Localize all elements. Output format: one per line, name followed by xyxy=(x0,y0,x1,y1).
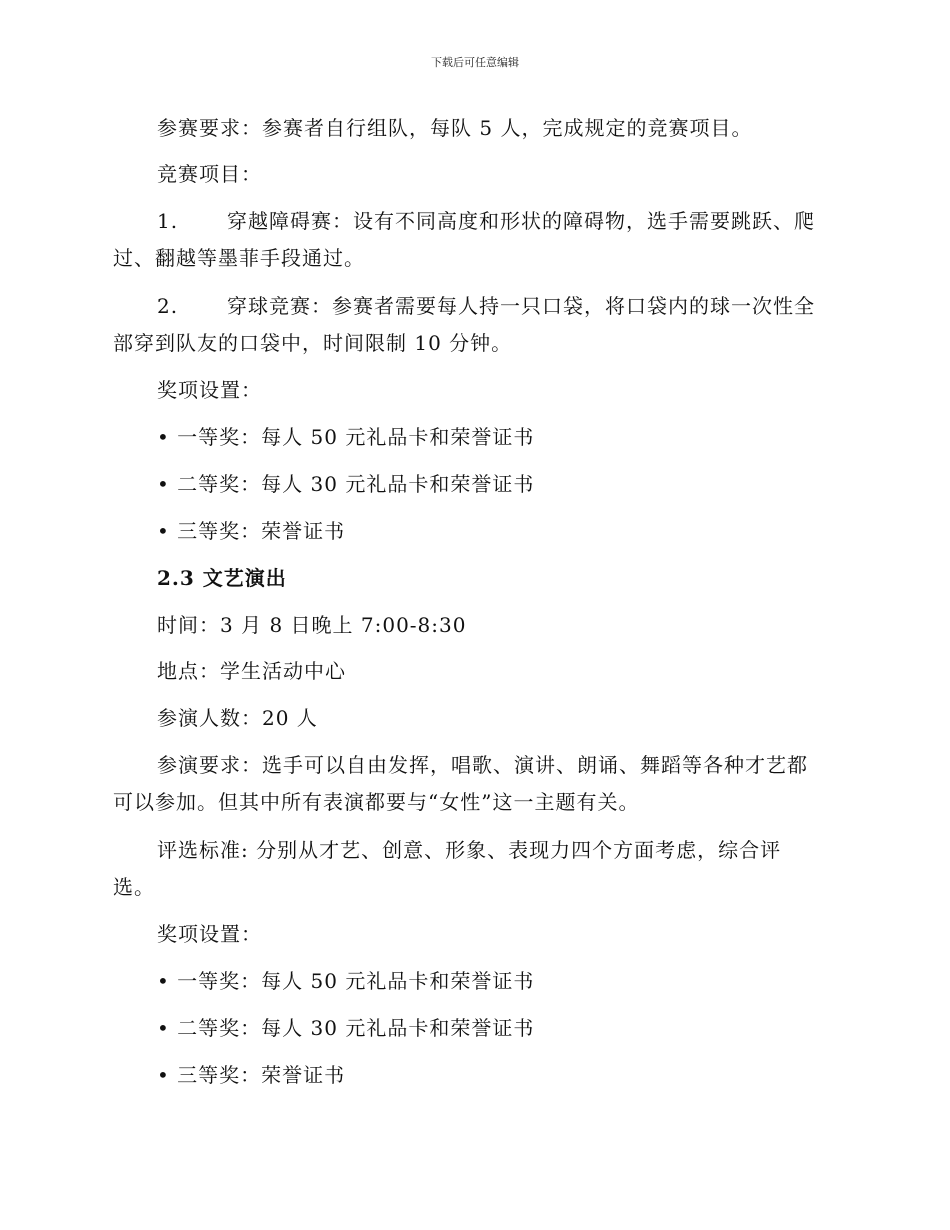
show-count: 参演人数：20 人 xyxy=(157,706,318,730)
race-item-1-number: 1. xyxy=(157,209,179,233)
race-awards-title: 奖项设置： xyxy=(157,378,262,402)
race-award-third: • 三等奖：荣誉证书 xyxy=(157,519,346,543)
section-heading-performance: 2.3 文艺演出 xyxy=(157,566,287,590)
page-header: 下载后可任意编辑 xyxy=(431,56,519,69)
race-item-1-text: 穿越障碍赛：设有不同高度和形状的障碍物，选手需要跳跃、爬 xyxy=(227,209,815,233)
show-award-first: • 一等奖：每人 50 元礼品卡和荣誉证书 xyxy=(157,969,535,993)
race-item-2-number: 2. xyxy=(157,294,179,318)
race-item-2-text: 穿球竞赛：参赛者需要每人持一只口袋，将口袋内的球一次性全 xyxy=(227,294,815,318)
race-award-first: • 一等奖：每人 50 元礼品卡和荣誉证书 xyxy=(157,425,535,449)
race-requirement: 参赛要求：参赛者自行组队，每队 5 人，完成规定的竞赛项目。 xyxy=(157,116,753,140)
show-award-third: • 三等奖：荣誉证书 xyxy=(157,1063,346,1087)
show-requirement: 参演要求：选手可以自由发挥，唱歌、演讲、朗诵、舞蹈等各种才艺都 xyxy=(157,753,808,777)
show-awards-title: 奖项设置： xyxy=(157,922,262,946)
race-item-2-continuation: 部穿到队友的口袋中，时间限制 10 分钟。 xyxy=(113,331,513,355)
race-award-second: • 二等奖：每人 30 元礼品卡和荣誉证书 xyxy=(157,472,535,496)
show-award-second: • 二等奖：每人 30 元礼品卡和荣誉证书 xyxy=(157,1016,535,1040)
show-criteria-continuation: 选。 xyxy=(113,875,155,899)
race-item-1 xyxy=(157,207,815,235)
race-items-title: 竞赛项目： xyxy=(157,162,262,186)
race-item-1-continuation: 过、翻越等墨菲手段通过。 xyxy=(113,246,365,270)
show-criteria: 评选标准: 分别从才艺、创意、形象、表现力四个方面考虑，综合评 xyxy=(157,838,782,862)
show-requirement-continuation: 可以参加。但其中所有表演都要与“女性”这一主题有关。 xyxy=(113,790,640,814)
show-place: 地点：学生活动中心 xyxy=(157,659,346,683)
show-time: 时间：3 月 8 日晚上 7:00-8:30 xyxy=(157,613,467,637)
race-item-2 xyxy=(157,292,815,320)
